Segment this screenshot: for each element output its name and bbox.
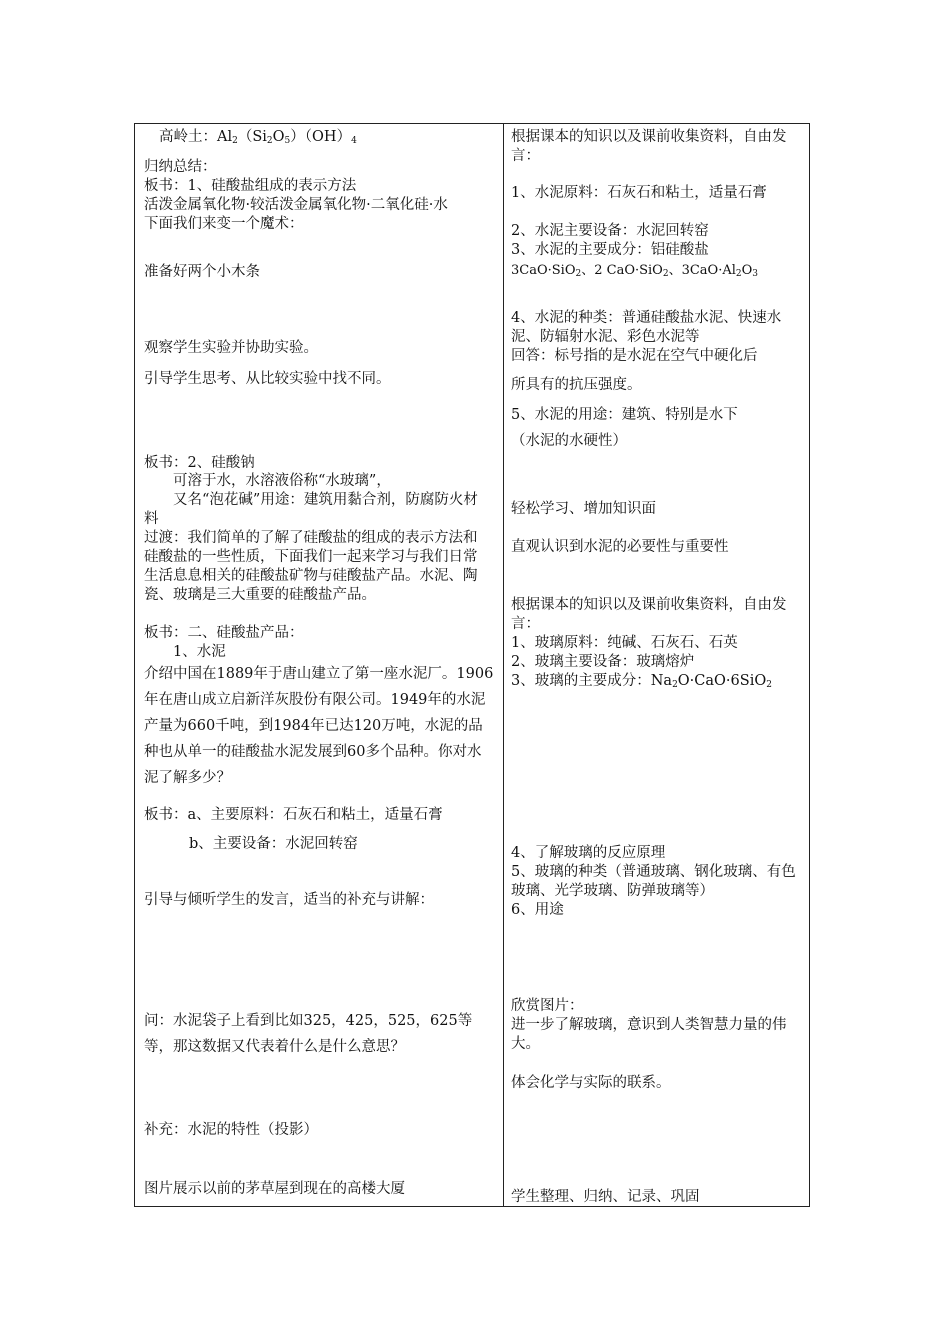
appreciate-text: 欣赏图片： 进一步了解玻璃，意识到人类智慧力量的伟大。 (511, 998, 787, 1052)
alias-text: 又名“泡花碱”用途：建筑用黏合剂，防腐防火材料 (144, 492, 478, 527)
soluble-text: 可溶于水，水溶液俗称“水玻璃”， (173, 473, 391, 489)
board-products: 板书：二、硅酸盐产品： (144, 625, 304, 641)
glass-block: 1、玻璃原料：纯碱、石灰石、石英 2、玻璃主要设备：玻璃熔炉 (511, 635, 738, 670)
lesson-table (134, 123, 810, 1207)
cement-use: 5、水泥的用途：建筑、特别是水下 (511, 407, 738, 423)
teacher-activity-column (144, 124, 499, 1206)
intro-text-1: 根据课本的知识以及课前收集资料，自由发言： (511, 129, 787, 164)
relaxed-text: 轻松学习、增加知识面 (511, 501, 656, 517)
cement-formula: 3CaO·SiO$_2$、2 CaO·SiO$_2$、$3CaO\cdot Al_2O_3$ (511, 263, 759, 279)
strength-text: 所具有的抗压强度。 (511, 377, 642, 393)
hydraulic-text: （水泥的水硬性） (511, 433, 627, 449)
board-sodium-silicate: 板书：2、硅酸钠 (144, 455, 255, 471)
listen-text: 引导与倾听学生的发言，适当的补充与讲解： (144, 892, 434, 908)
glass-component: 3、玻璃的主要成分：$Na_2O\cdot CaO\cdot 6SiO_2$ (511, 673, 772, 690)
board-equipment: b、主要设备：水泥回转窑 (189, 836, 358, 852)
guide-text: 引导学生思考、从比较实验中找不同。 (144, 371, 391, 387)
supplement-text: 补充：水泥的特性（投影） (144, 1122, 318, 1138)
transition-text: 过渡：我们简单的了解了硅酸盐的组成的表示方法和硅酸盐的一些性质，下面我们一起来学习与我们日常生活息息相关的硅酸盐矿物与硅酸盐产品。水泥、陶瓷、玻璃是三大重要的硅酸盐产品。 (144, 530, 478, 603)
question-text: 问：水泥袋子上看到比如325，425，525，625等等，那这数据又代表着什么是什么意思？ (144, 1013, 473, 1055)
intro-text-2: 根据课本的知识以及课前收集资料，自由发言： (511, 597, 787, 632)
pictures-text: 图片展示以前的茅草屋到现在的高楼大厦 (144, 1181, 405, 1197)
board-raw-materials: 板书：a、主要原料：石灰石和粘土，适量石膏 (144, 807, 443, 823)
glass-more: 4、了解玻璃的反应原理 5、玻璃的种类（普通玻璃、钢化玻璃、有色玻璃、光学玻璃、防弹玻璃等） 6、用途 (511, 845, 796, 918)
connect-text: 体会化学与实际的联系。 (511, 1075, 671, 1091)
kaolin-formula: 高岭土：$Al_2(Si_2O_5)(OH)_4$ (159, 129, 357, 146)
prepare-text: 准备好两个小木条 (144, 264, 260, 280)
consolidate-text: 学生整理、归纳、记录、巩固 (511, 1189, 700, 1205)
student-activity-column (511, 124, 803, 1206)
column-divider (503, 124, 504, 1206)
summary-block: 归纳总结： 板书：1、硅酸盐组成的表示方法 活泼金属氧化物·较活泼金属氧化物·二氧化硅·水 下面我们来变一个魔术： (144, 159, 448, 232)
cement-component: 3、水泥的主要成分：铝硅酸盐 (511, 242, 709, 258)
cement-equipment: 2、水泥主要设备：水泥回转窑 (511, 223, 709, 239)
cement-heading: 1、水泥 (173, 644, 226, 660)
intuitive-text: 直观认识到水泥的必要性与重要性 (511, 539, 729, 555)
cement-history: 介绍中国在1889年于唐山建立了第一座水泥厂。1906年在唐山成立启新洋灰股份有限公司。1949年的水泥产量为660千吨，到1984年已达120万吨，水泥的品种也从单一的硅酸盐水泥发展到60多个品种。你对水泥了解多少？ (144, 666, 494, 786)
cement-material: 1、水泥原料：石灰石和粘土，适量石膏 (511, 185, 767, 201)
observe-text: 观察学生实验并协助实验。 (144, 340, 318, 356)
cement-types: 4、水泥的种类：普通硅酸盐水泥、快速水泥、防辐射水泥、彩色水泥等 回答：标号指的是水泥在空气中硬化后 (511, 310, 782, 364)
